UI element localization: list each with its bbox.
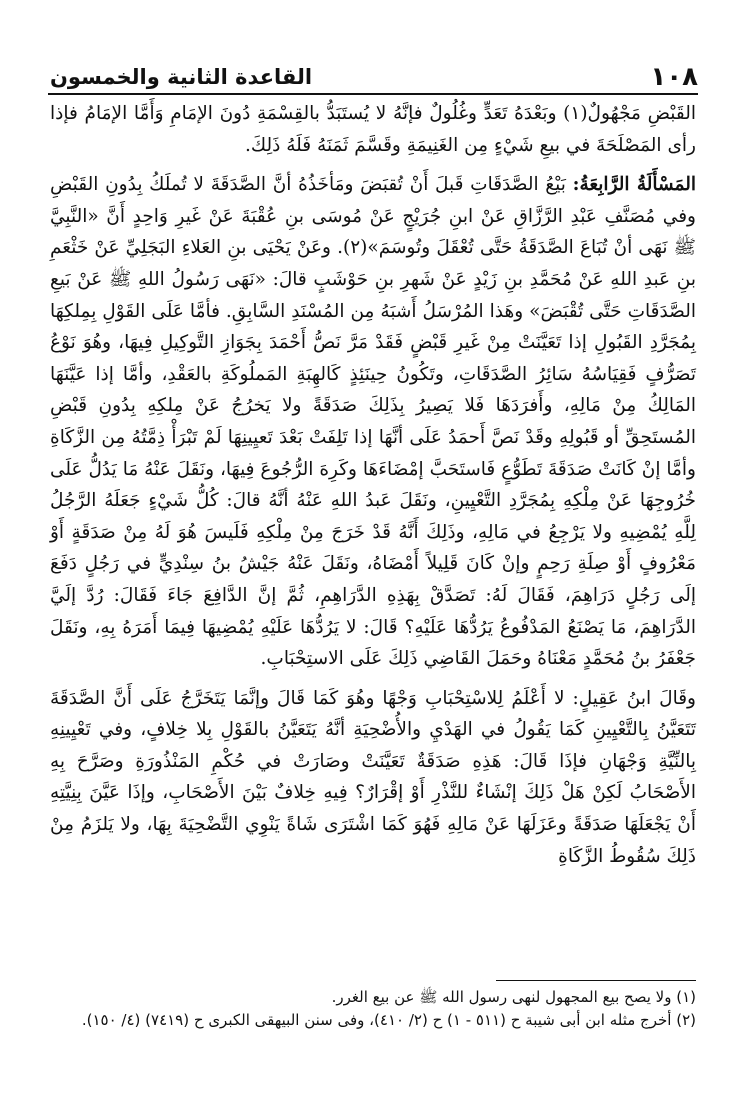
footnote-divider <box>496 980 696 981</box>
section-heading: المَسْأَلَةُ الرَّابِعَةُ: <box>572 174 696 196</box>
running-title: القاعدة الثانية والخمسون <box>50 65 313 89</box>
footnotes <box>50 986 696 1032</box>
paragraph-3: وقَالَ ابنُ عَقِيلٍ: لا أَعْلَمُ لِلاسْتِحْبَابِ وَجْهًا وهُوَ كَمَا قَالَ وإنَّمَا يَتَخَرَّجُ عَلَى أَنَّ الصَّدَقَةَ تَتَعَيَّنُ بِالتَّعْيِينِ كَمَا يَقُولُ في الهَدْيِ والأُضْحِيَةِ أنَّهُ يَتَعَيَّنُ بالقَوْلِ بِلا خِلافٍ، وفي تَعْيِينِهِ بِالنِّيَّةِ وَجْهَانِ فإذَا قَالَ: هَذِهِ صَدَقَةٌ تَعَيَّنَتْ وصَارَتْ في حُكْمِ المَنْذُورَةِ وصَرَّحَ بِهِ الأَصْحَابُ لَكِنْ هَلْ ذَلِكَ إنْشَاءٌ للنَّذْرِ أَوْ إقْرَارٌ؟ فِيهِ خِلافٌ بَيْنَ الأَصْحَابِ، وإذَا عَيَّنَ بِنِيَّتِهِ أَنْ يَجْعَلَهَا صَدَقَةً وعَزَلَهَا عَنْ مَالِهِ فَهُوَ كَمَا اشْتَرَى شَاةً يَنْوِي التَّضْحِيَةَ بِهَا، ولا يَلزَمُ مِنْ ذَلِكَ سُقُوطُ الزَّكَاةِ <box>50 687 696 867</box>
page-header <box>50 56 698 92</box>
header-divider <box>48 93 698 95</box>
paragraph-2-text: بَيْعُ الصَّدَقَاتِ قَبلَ أَنْ تُقبَضَ ومَأخَذُهُ أنَّ الصَّدَقَةَ لا تُملَكُ بِدُونِ القَبْضِ وفي مُصَنَّفِ عَبْدِ الرَّزَّاقِ عَنْ ابنِ جُرَيْجٍ عَنْ مُوسَى بنِ عُقْبَةَ عَنْ غَيرِ وَاحِدٍ أَنَّ «النَّبِيَّ ﷺ نَهَى أنْ تُبَاعَ الصَّدَقَةُ حَتَّى تُعْقَلَ وتُوسَمَ»(٢). وعَنْ يَحْيَى بنِ العَلاءِ البَجَلِيِّ عَنْ خَثْعَمِ بنِ عَبدِ اللهِ عَنْ مُحَمَّدِ بنِ زَيْدٍ عَنْ شَهرِ بنِ حَوْشَبٍ قالَ: «نَهَى رَسُولُ اللهِ ﷺ عَنْ بَيعِ الصَّدَقَاتِ حَتَّى تُقْبَضَ» وهَذا المُرْسَلُ أَشبَهُ مِن المُسْنَدِ السَّابِقِ. فأمَّا عَلَى القَوْلِ بِمِلكِهَا بِمُجَرَّدِ القَبُولِ إذا تَعَيَّنَتْ مِنْ غَيرِ قَبْضٍ فَقَدْ مَرَّ نَصُّ أَحْمَدَ بِجَوَازِ التَّوكِيلِ فِيهَا، وهُوَ نَوْعُ تَصَرُّفٍ فَقِيَاسُهُ سَائِرُ الصَّدَقَاتِ، وتَكُونُ حِينَئِذٍ كَالهِبَةِ المَملُوكَةِ بالعَقْدِ، وأمَّا إذا عَيَّنَهَا المَالِكُ مِنْ مَالِهِ، وأَفرَدَهَا فَلا يَصِيرُ بِذَلِكَ صَدَقَةً ولا يَخرُجُ عَنْ مِلكِهِ بِدُونِ قَبْضِ المُستَحِقِّ أو قَبُولِهِ وقَدْ نَصَّ أَحمَدُ عَلَى أنَّهَا إذا تَلِفَتْ بَعْدَ تَعيِينِهَا لَمْ تَبْرَأْ ذِمَّتُهُ مِن الزَّكَاةِ وأمَّا إنْ كَانَتْ صَدَقَةَ تَطَوُّعٍ فَاستَحَبَّ إمْضَاءَهَا وكَرِهَ الرُّجُوعَ فِيهَا، ونَقَلَ عَنْهُ مَا يَدُلُّ عَلَى خُرُوجِهَا عَنْ مِلْكِهِ بِمُجَرَّدِ التَّعْيِينِ، ونَقَلَ عَبدُ اللهِ عَنْهُ أنَّهُ قالَ: كُلُّ شَيْءٍ جَعَلَهُ الرَّجُلُ لِلَّهِ يُمْضِيهِ ولا يَرْجِعُ في مَالِهِ، وذَلِكَ أَنَّهُ قَدْ خَرَجَ مِنْ مِلْكِهِ فَلَيسَ هُوَ لَهُ مِنْ صَدَقَةٍ أَوْ مَعْرُوفٍ أَوْ صِلَةِ رَحِمٍ وإنْ كَانَ قَلِيلاً أَمْضَاهُ، ونَقَلَ عَنْهُ جَيْشُ بنُ سِنْدِيٍّ في رَجُلٍ دَفَعَ إلَى رَجُلٍ دَرَاهِمَ، فَقَالَ لَهُ: تَصَدَّقْ بِهَذِهِ الدَّرَاهِمِ، ثُمَّ إنَّ الدَّافِعَ جَاءَ فَقَالَ: رُدَّ إلَيَّ الدَّرَاهِمَ، مَا يَصْنَعُ المَدْفُوعُ يَرُدُّهَا عَلَيْهِ؟ قَالَ: لا يَرُدُّهَا عَلَيْهِ يُمْضِيهَا فِيمَا أَمَرَهُ بِهِ، ونَقَلَ جَعْفَرُ بنُ مُحَمَّدٍ مَعْنَاهُ وحَمَلَ القَاضِي ذَلِكَ عَلَى الاستِحْبَابِ. <box>50 174 696 670</box>
paragraph-2 <box>50 169 696 675</box>
footnote-1: (١) ولا يصح بيع المجهول لنهى رسول الله ﷺ عن بيع الغرر. <box>331 988 696 1006</box>
main-text <box>50 98 696 872</box>
page-number: ١٠٨ <box>650 62 698 92</box>
footnote-2: (٢) أخرج مثله ابن أبى شيبة ح (٥١١ - ١) ح (٢/ ٤١٠)، وفى سنن البيهقى الكبرى ح (٧٤١٩) (٤/ ١٥٠). <box>81 1011 696 1029</box>
paragraph-1: القَبْضِ مَجْهُولٌ(١) وبَعْدَهُ تَعَدٍّ وغُلُولٌ فإنَّهُ لا يُستَبَدُّ بالقِسْمَةِ دُونَ الإمَامِ وَأَمَّا الإمَامُ فإذا رأى المَصْلَحَةَ في بيعِ شَيْءٍ مِن الغَنِيمَةِ وقَسَّمَ ثَمَنَهُ فَلَهُ ذَلِكَ. <box>50 103 696 156</box>
